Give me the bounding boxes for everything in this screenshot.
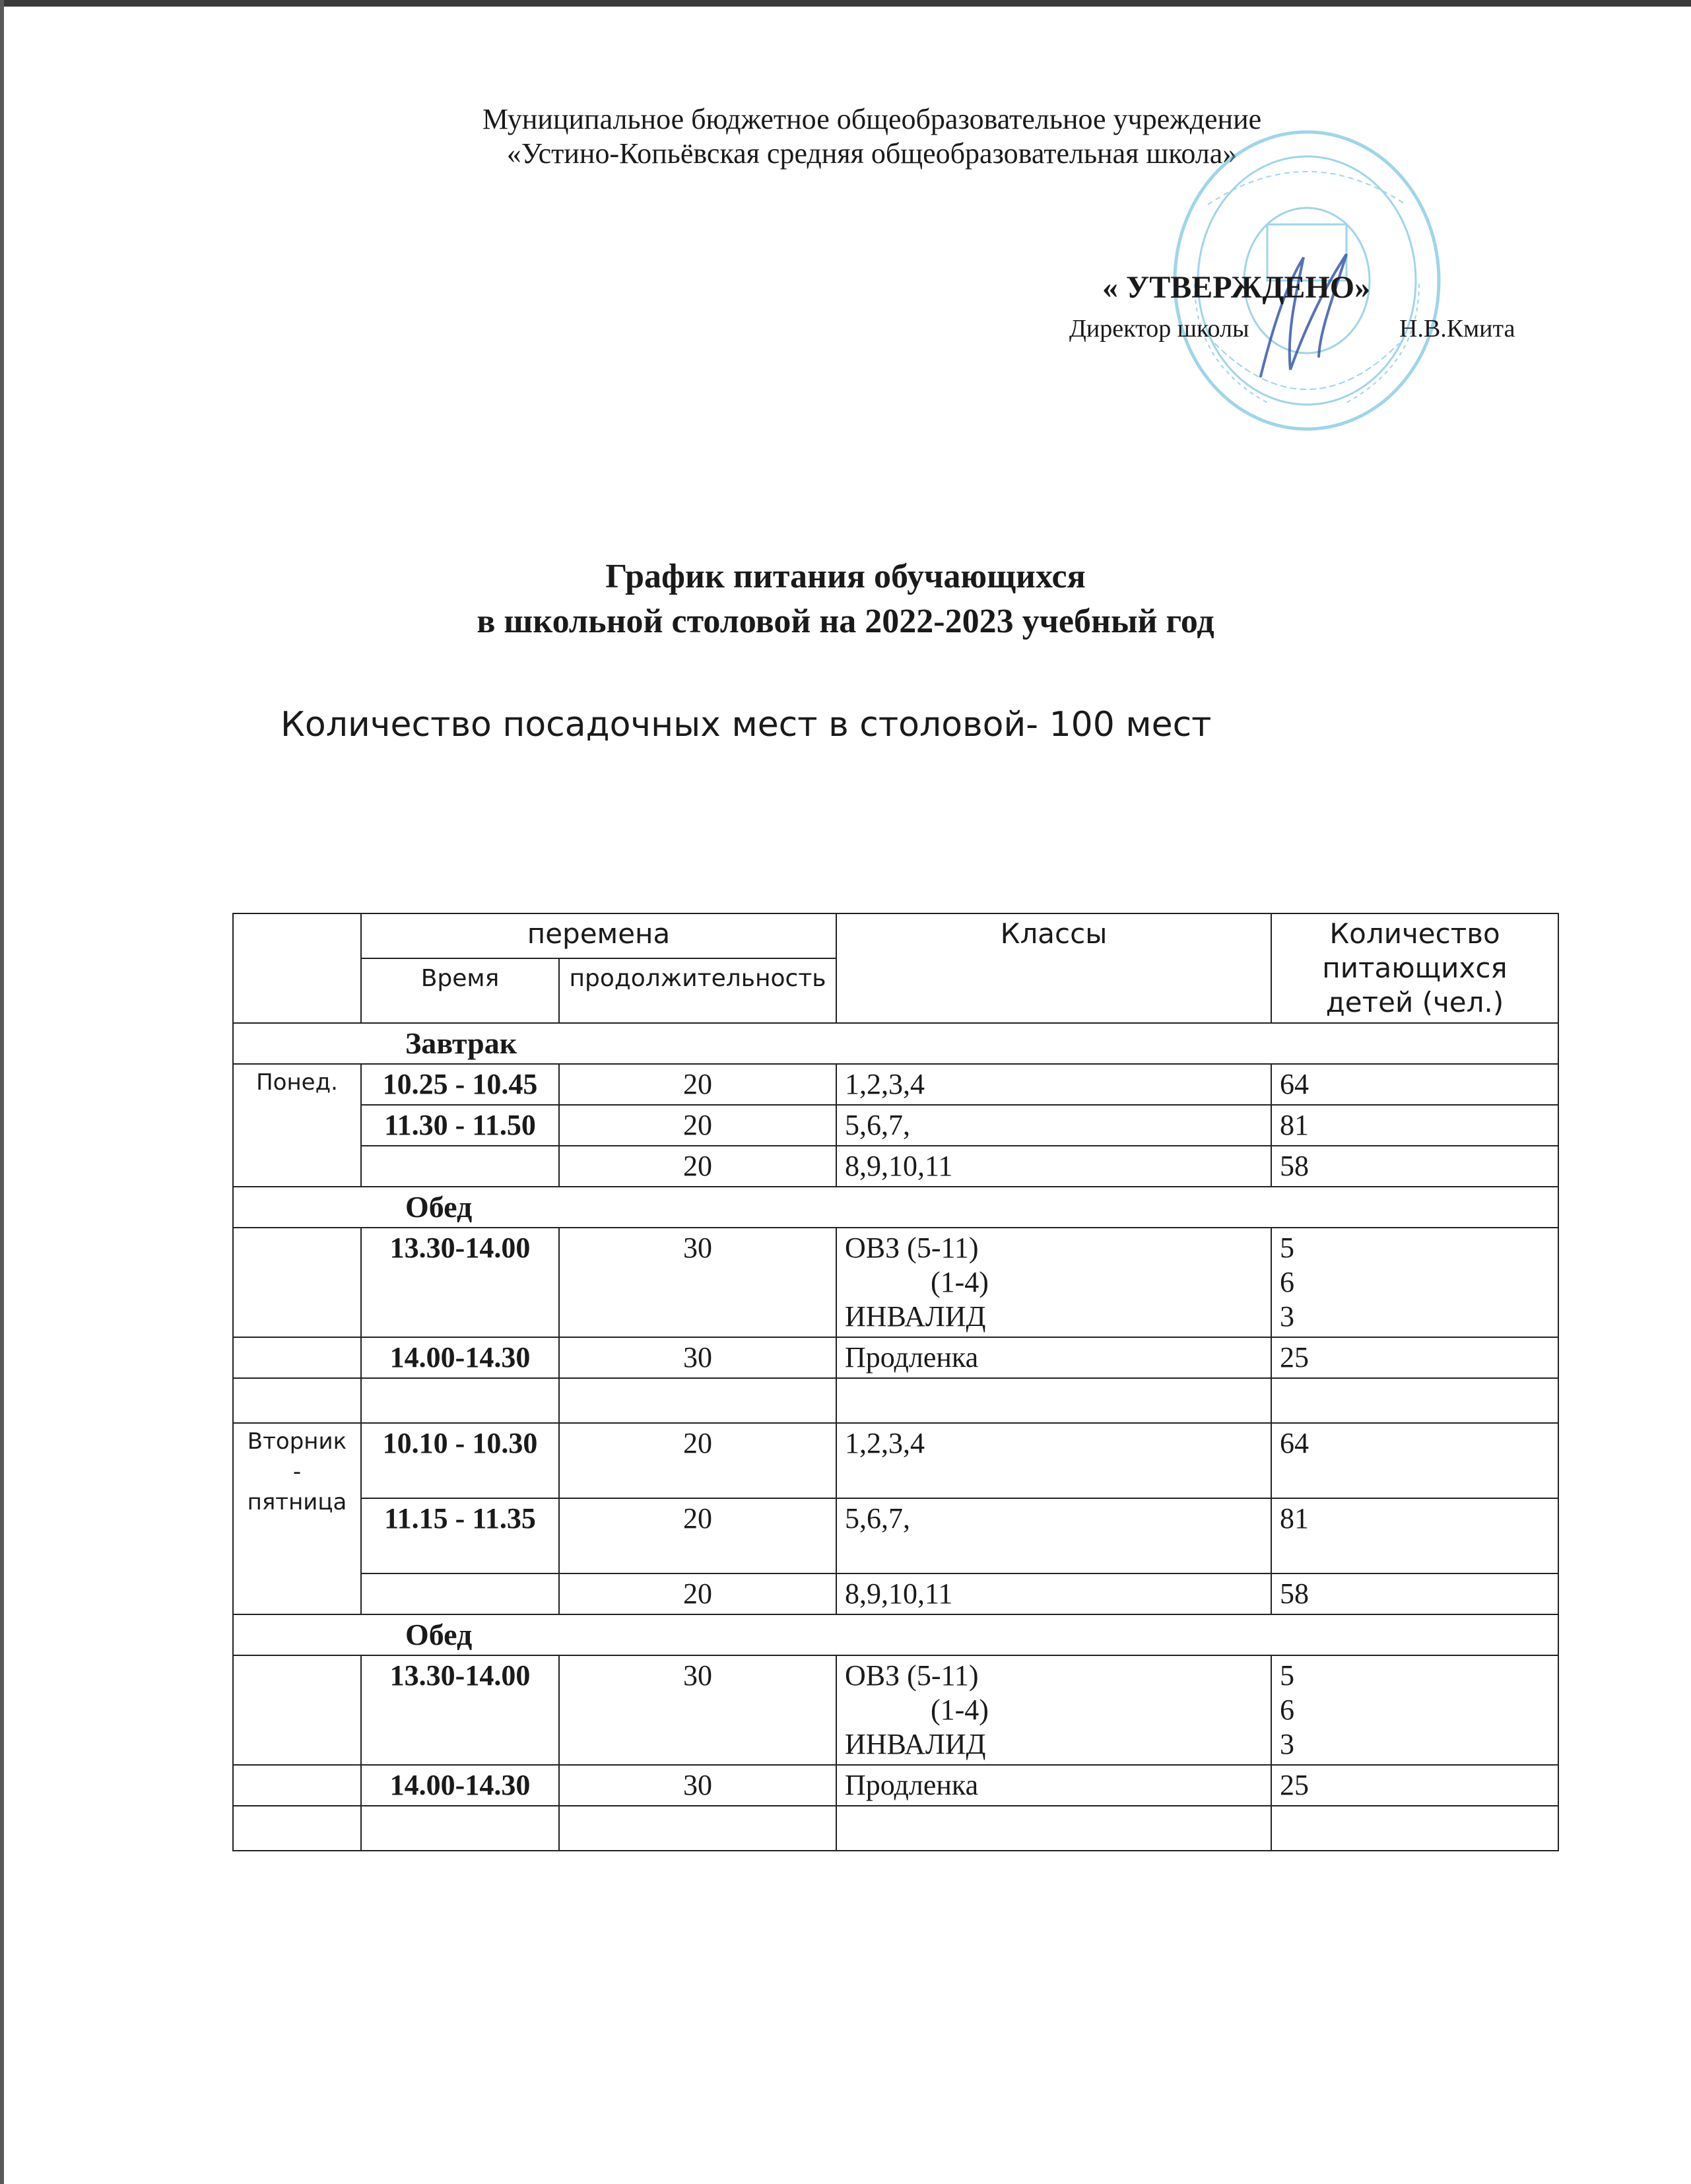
row-classes: 5,6,7, — [836, 1105, 1271, 1146]
organization-line-2: «Устино-Копьёвская средняя общеобразовательная школа» — [506, 137, 1238, 170]
row-count — [1271, 1228, 1558, 1337]
class-group: ОВЗ (5-11) — [845, 1659, 979, 1692]
row-classes — [836, 1228, 1271, 1337]
row-time: 13.30-14.00 — [361, 1655, 559, 1765]
section-breakfast: Завтрак — [233, 1023, 1558, 1064]
row-duration: 30 — [559, 1765, 836, 1806]
day-tuesday-friday — [233, 1423, 361, 1614]
class-group: (1-4) — [931, 1266, 989, 1298]
organization-line-1: Муниципальное бюджетное общеобразовательное учреждение — [482, 103, 1262, 135]
row-count: 58 — [1271, 1146, 1558, 1187]
approval-title: « УТВЕРЖДЕНО» — [1102, 270, 1371, 305]
row-duration: 30 — [559, 1655, 836, 1765]
table-row — [233, 1765, 1558, 1806]
row-classes: 1,2,3,4 — [836, 1064, 1271, 1105]
row-count: 64 — [1271, 1064, 1558, 1105]
count-value: 5 — [1280, 1659, 1294, 1692]
header-time: Время — [361, 958, 559, 1023]
table-row — [233, 1105, 1558, 1146]
row-time — [361, 1573, 559, 1614]
header-count: Количество питающихся детей (чел.) — [1271, 913, 1558, 1023]
approval-role: Директор школы — [1069, 315, 1249, 343]
table-row — [233, 1337, 1558, 1378]
class-group: ОВЗ (5-11) — [845, 1232, 979, 1264]
row-count: 81 — [1271, 1498, 1558, 1573]
section-row — [233, 1187, 1558, 1228]
empty-cell — [233, 1228, 361, 1337]
row-time — [361, 1146, 559, 1187]
row-time: 13.30-14.00 — [361, 1228, 559, 1337]
table-row — [233, 1423, 1558, 1498]
day-label: Вторник - пятница — [247, 1428, 347, 1515]
header-duration: продолжительность — [559, 958, 836, 1023]
day-monday: Понед. — [233, 1064, 361, 1187]
approval-name: Н.В.Кмита — [1399, 315, 1515, 343]
section-row — [233, 1614, 1558, 1655]
row-time: 14.00-14.30 — [361, 1765, 559, 1806]
table-header-row — [233, 913, 1558, 958]
count-value: 3 — [1280, 1300, 1294, 1333]
row-time: 10.25 - 10.45 — [361, 1064, 559, 1105]
director-signature — [1241, 244, 1373, 389]
row-count: 58 — [1271, 1573, 1558, 1614]
row-duration: 30 — [559, 1337, 836, 1378]
scan-left-edge — [0, 0, 4, 2184]
row-classes: 8,9,10,11 — [836, 1146, 1271, 1187]
section-lunch: Обед — [233, 1614, 1558, 1655]
table-row — [233, 1655, 1558, 1765]
row-duration: 20 — [559, 1064, 836, 1105]
table-row — [233, 1228, 1558, 1337]
table-row — [233, 1064, 1558, 1105]
empty-cell — [233, 1765, 361, 1806]
row-time: 11.15 - 11.35 — [361, 1498, 559, 1573]
row-duration: 30 — [559, 1228, 836, 1337]
count-value: 6 — [1280, 1266, 1294, 1298]
header-classes: Классы — [836, 913, 1271, 1023]
title-line-2: в школьной столовой на 2022-2023 учебный год — [477, 603, 1214, 640]
meal-schedule-table — [232, 913, 1559, 1851]
row-classes: Продленка — [836, 1337, 1271, 1378]
seats-count-text: Количество посадочных мест в столовой- 100 мест — [281, 705, 1212, 745]
row-count — [1271, 1655, 1558, 1765]
row-duration: 20 — [559, 1573, 836, 1614]
row-classes: Продленка — [836, 1765, 1271, 1806]
table-row — [233, 1573, 1558, 1614]
header-empty-cell — [233, 913, 361, 1023]
row-classes: 8,9,10,11 — [836, 1573, 1271, 1614]
table-row — [233, 1498, 1558, 1573]
row-duration: 20 — [559, 1423, 836, 1498]
count-value: 6 — [1280, 1694, 1294, 1726]
row-duration: 20 — [559, 1146, 836, 1187]
row-time: 14.00-14.30 — [361, 1337, 559, 1378]
empty-cell — [233, 1655, 361, 1765]
row-duration: 20 — [559, 1498, 836, 1573]
count-value: 5 — [1280, 1232, 1294, 1264]
class-group: ИНВАЛИД — [845, 1728, 986, 1760]
class-group: (1-4) — [931, 1694, 989, 1726]
header-break: перемена — [361, 913, 836, 958]
count-value: 3 — [1280, 1728, 1294, 1760]
row-count: 81 — [1271, 1105, 1558, 1146]
row-count: 25 — [1271, 1337, 1558, 1378]
table-row-empty — [233, 1806, 1558, 1851]
row-duration: 20 — [559, 1105, 836, 1146]
title-line-1: График питания обучающихся — [605, 558, 1086, 595]
row-count: 64 — [1271, 1423, 1558, 1498]
scan-top-edge — [0, 0, 1691, 7]
row-time: 11.30 - 11.50 — [361, 1105, 559, 1146]
class-group: ИНВАЛИД — [845, 1300, 986, 1333]
row-classes: 5,6,7, — [836, 1498, 1271, 1573]
row-classes — [836, 1655, 1271, 1765]
table-row — [233, 1146, 1558, 1187]
row-time: 10.10 - 10.30 — [361, 1423, 559, 1498]
document-title — [0, 554, 1691, 644]
row-count: 25 — [1271, 1765, 1558, 1806]
empty-cell — [233, 1337, 361, 1378]
table-row-empty — [233, 1378, 1558, 1423]
section-lunch: Обед — [233, 1187, 1558, 1228]
section-row — [233, 1023, 1558, 1064]
row-classes: 1,2,3,4 — [836, 1423, 1271, 1498]
